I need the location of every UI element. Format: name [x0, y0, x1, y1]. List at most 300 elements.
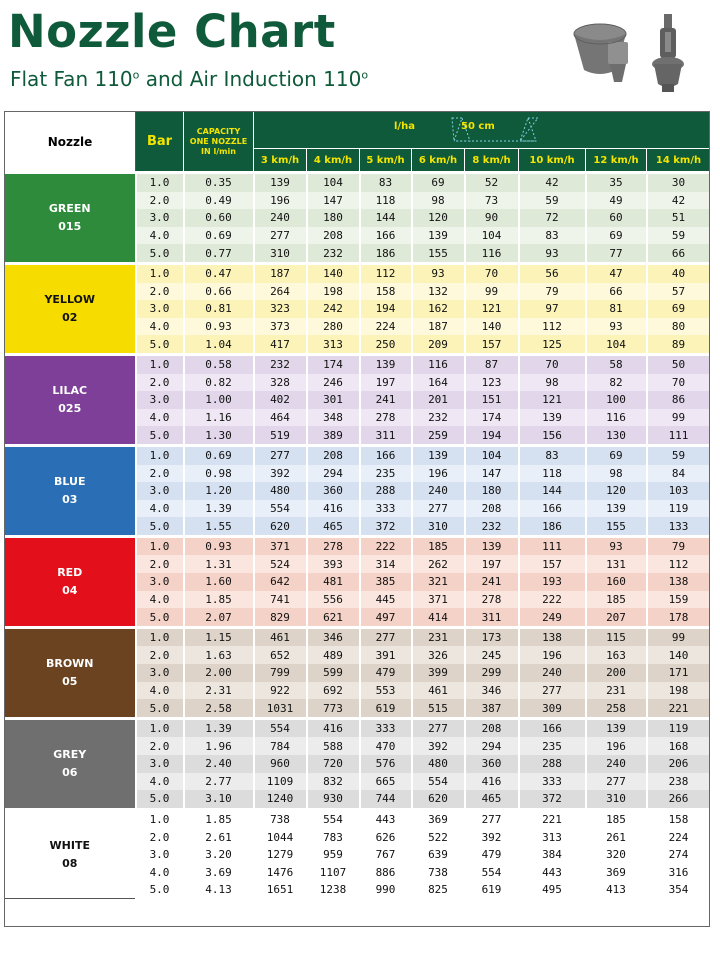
capacity-cell: 0.69: [184, 227, 254, 245]
capacity-cell: 0.69: [184, 445, 254, 464]
application-rate-cell: 372: [360, 517, 412, 536]
application-rate-cell: 118: [519, 465, 586, 483]
application-rate-cell: 120: [586, 482, 647, 500]
application-rate-cell: 465: [307, 517, 360, 536]
page-subtitle: [10, 67, 368, 91]
pressure-cell: 1.0: [136, 173, 184, 192]
application-rate-cell: 130: [586, 426, 647, 445]
pressure-cell: 3.0: [136, 664, 184, 682]
application-rate-cell: 665: [360, 773, 412, 791]
application-rate-cell: 69: [586, 445, 647, 464]
application-rate-cell: 348: [307, 409, 360, 427]
application-rate-cell: 79: [647, 536, 711, 555]
application-rate-cell: 369: [412, 809, 465, 828]
application-rate-cell: 93: [412, 263, 465, 282]
application-rate-cell: 960: [254, 755, 307, 773]
application-rate-cell: 393: [307, 555, 360, 573]
application-rate-cell: 151: [465, 391, 519, 409]
application-rate-cell: 166: [519, 500, 586, 518]
application-rate-cell: 164: [412, 374, 465, 392]
application-rate-cell: 652: [254, 646, 307, 664]
capacity-cell: 0.58: [184, 354, 254, 373]
application-rate-cell: 316: [647, 864, 711, 882]
application-rate-cell: 320: [586, 846, 647, 864]
application-rate-cell: 515: [412, 699, 465, 718]
capacity-cell: 2.07: [184, 608, 254, 627]
speed-header-8: 8 km/h: [465, 149, 519, 173]
application-rate-cell: 140: [647, 646, 711, 664]
application-rate-cell: 311: [360, 426, 412, 445]
application-rate-cell: 83: [519, 227, 586, 245]
application-rate-cell: 66: [586, 283, 647, 301]
table-row: [5, 627, 711, 646]
application-rate-cell: 59: [647, 445, 711, 464]
application-rate-cell: 196: [519, 646, 586, 664]
application-rate-cell: 264: [254, 283, 307, 301]
application-rate-cell: 642: [254, 573, 307, 591]
application-rate-cell: 619: [360, 699, 412, 718]
pressure-cell: 2.0: [136, 465, 184, 483]
application-rate-cell: 111: [519, 536, 586, 555]
application-rate-cell: 480: [412, 755, 465, 773]
application-rate-cell: 479: [465, 846, 519, 864]
capacity-cell: 0.49: [184, 192, 254, 210]
application-rate-cell: 59: [647, 227, 711, 245]
pressure-cell: 4.0: [136, 864, 184, 882]
application-rate-cell: 173: [465, 627, 519, 646]
application-rate-cell: 103: [647, 482, 711, 500]
application-rate-cell: 372: [519, 790, 586, 809]
application-rate-cell: 384: [519, 846, 586, 864]
application-rate-cell: 288: [360, 482, 412, 500]
application-rate-cell: 321: [412, 573, 465, 591]
nozzle-size-code: 04: [62, 583, 78, 597]
pressure-cell: 3.0: [136, 391, 184, 409]
capacity-cell: 1.16: [184, 409, 254, 427]
application-rate-cell: 57: [647, 283, 711, 301]
application-rate-cell: 385: [360, 573, 412, 591]
application-rate-cell: 138: [647, 573, 711, 591]
capacity-cell: 0.35: [184, 173, 254, 192]
application-rate-cell: 692: [307, 682, 360, 700]
application-rate-cell: 100: [586, 391, 647, 409]
application-rate-cell: 60: [586, 209, 647, 227]
application-rate-cell: 231: [412, 627, 465, 646]
application-rate-cell: 178: [647, 608, 711, 627]
application-rate-cell: 720: [307, 755, 360, 773]
application-rate-cell: 125: [519, 335, 586, 354]
pressure-cell: 1.0: [136, 627, 184, 646]
application-rate-cell: 116: [465, 244, 519, 263]
pressure-cell: 3.0: [136, 573, 184, 591]
pressure-cell: 2.0: [136, 283, 184, 301]
application-rate-cell: 93: [586, 318, 647, 336]
application-rate-cell: 168: [647, 737, 711, 755]
nozzle-size-code: 08: [62, 856, 78, 870]
application-rate-cell: 240: [586, 755, 647, 773]
pressure-cell: 2.0: [136, 192, 184, 210]
nozzle-size-code: 015: [58, 219, 82, 233]
application-rate-cell: 310: [254, 244, 307, 263]
application-rate-cell: 180: [307, 209, 360, 227]
application-rate-cell: 157: [519, 555, 586, 573]
capacity-cell: 1.55: [184, 517, 254, 536]
application-rate-cell: 200: [586, 664, 647, 682]
application-rate-cell: 98: [412, 192, 465, 210]
pressure-cell: 4.0: [136, 773, 184, 791]
speed-header-4: 4 km/h: [307, 149, 360, 173]
application-rate-cell: 196: [254, 192, 307, 210]
application-rate-cell: 232: [465, 517, 519, 536]
application-rate-cell: 119: [647, 718, 711, 737]
pressure-cell: 4.0: [136, 500, 184, 518]
capacity-cell: 1.85: [184, 809, 254, 828]
application-rate-cell: 123: [465, 374, 519, 392]
application-rate-cell: 825: [412, 881, 465, 899]
pressure-cell: 5.0: [136, 790, 184, 809]
application-rate-cell: 174: [307, 354, 360, 373]
capacity-cell: 2.00: [184, 664, 254, 682]
pressure-cell: 4.0: [136, 591, 184, 609]
application-rate-cell: 311: [465, 608, 519, 627]
nozzle-color-name: WHITE: [49, 838, 90, 852]
application-rate-cell: 221: [519, 809, 586, 828]
table-row: [5, 263, 711, 282]
application-rate-cell: 354: [647, 881, 711, 899]
application-rate-cell: 416: [307, 718, 360, 737]
pressure-cell: 2.0: [136, 828, 184, 846]
application-rate-cell: 373: [254, 318, 307, 336]
application-rate-cell: 314: [360, 555, 412, 573]
application-rate-cell: 464: [254, 409, 307, 427]
pressure-cell: 2.0: [136, 374, 184, 392]
application-rate-cell: 554: [412, 773, 465, 791]
pressure-cell: 1.0: [136, 445, 184, 464]
capacity-header-line-1: CAPACITY: [196, 126, 241, 136]
capacity-cell: 1.60: [184, 573, 254, 591]
application-rate-cell: 224: [360, 318, 412, 336]
application-rate-cell: 461: [254, 627, 307, 646]
application-rate-cell: 445: [360, 591, 412, 609]
application-rate-cell: 416: [307, 500, 360, 518]
nozzle-color-name: BROWN: [45, 656, 94, 670]
application-rate-cell: 480: [254, 482, 307, 500]
application-rate-cell: 333: [519, 773, 586, 791]
application-rate-cell: 278: [360, 409, 412, 427]
capacity-cell: 1.39: [184, 718, 254, 737]
application-rate-cell: 1109: [254, 773, 307, 791]
application-rate-cell: 196: [586, 737, 647, 755]
application-rate-cell: 69: [412, 173, 465, 192]
application-rate-cell: 556: [307, 591, 360, 609]
application-rate-cell: 277: [519, 682, 586, 700]
application-rate-cell: 524: [254, 555, 307, 573]
application-rate-cell: 413: [586, 881, 647, 899]
application-rate-cell: 139: [360, 354, 412, 373]
application-rate-cell: 138: [519, 627, 586, 646]
speed-header-6: 6 km/h: [412, 149, 465, 173]
application-rate-cell: 470: [360, 737, 412, 755]
lha-label: l/ha: [394, 121, 415, 132]
application-rate-cell: 399: [412, 664, 465, 682]
speed-header-3: 3 km/h: [254, 149, 307, 173]
pressure-cell: 4.0: [136, 318, 184, 336]
application-rate-cell: 104: [586, 335, 647, 354]
application-rate-cell: 310: [586, 790, 647, 809]
page-title: Nozzle Chart: [8, 5, 336, 58]
application-rate-cell: 443: [519, 864, 586, 882]
application-rate-cell: 554: [465, 864, 519, 882]
pressure-cell: 3.0: [136, 755, 184, 773]
application-rate-cell: 360: [465, 755, 519, 773]
application-rate-cell: 522: [412, 828, 465, 846]
application-rate-cell: 232: [412, 409, 465, 427]
application-rate-cell: 242: [307, 300, 360, 318]
capacity-cell: 1.04: [184, 335, 254, 354]
application-rate-cell: 414: [412, 608, 465, 627]
application-rate-cell: 70: [519, 354, 586, 373]
application-rate-cell: 104: [465, 445, 519, 464]
capacity-cell: 1.20: [184, 482, 254, 500]
application-rate-cell: 326: [412, 646, 465, 664]
application-rate-cell: 554: [254, 718, 307, 737]
capacity-cell: 0.47: [184, 263, 254, 282]
application-rate-cell: 784: [254, 737, 307, 755]
application-rate-cell: 465: [465, 790, 519, 809]
application-rate-cell: 198: [647, 682, 711, 700]
application-rate-cell: 111: [647, 426, 711, 445]
nozzle-group-cell: [5, 173, 136, 264]
application-rate-cell: 139: [254, 173, 307, 192]
application-rate-cell: 69: [647, 300, 711, 318]
application-rate-cell: 112: [360, 263, 412, 282]
application-rate-cell: 193: [519, 573, 586, 591]
application-rate-cell: 140: [465, 318, 519, 336]
application-rate-cell: 139: [465, 536, 519, 555]
application-rate-cell: 222: [360, 536, 412, 555]
application-rate-cell: 922: [254, 682, 307, 700]
nozzle-group-cell: [5, 536, 136, 627]
application-rate-cell: 93: [586, 536, 647, 555]
application-rate-cell: 346: [465, 682, 519, 700]
application-rate-cell: 221: [647, 699, 711, 718]
application-rate-cell: 990: [360, 881, 412, 899]
pressure-cell: 1.0: [136, 536, 184, 555]
capacity-cell: 1.96: [184, 737, 254, 755]
application-rate-cell: 185: [586, 809, 647, 828]
application-rate-cell: 194: [360, 300, 412, 318]
capacity-cell: 0.60: [184, 209, 254, 227]
capacity-cell: 2.77: [184, 773, 254, 791]
nozzle-color-name: LILAC: [52, 383, 88, 397]
application-rate-cell: 294: [307, 465, 360, 483]
application-rate-cell: 328: [254, 374, 307, 392]
pressure-cell: 3.0: [136, 300, 184, 318]
pressure-cell: 5.0: [136, 881, 184, 899]
application-rate-cell: 93: [519, 244, 586, 263]
capacity-cell: 0.77: [184, 244, 254, 263]
application-rate-cell: 84: [647, 465, 711, 483]
application-rate-cell: 185: [412, 536, 465, 555]
application-rate-cell: 147: [465, 465, 519, 483]
application-rate-cell: 116: [586, 409, 647, 427]
pressure-cell: 3.0: [136, 846, 184, 864]
nozzle-color-name: GREEN: [48, 201, 91, 215]
bar-column-header: Bar: [136, 112, 184, 173]
capacity-cell: 0.93: [184, 536, 254, 555]
nozzle-size-code: 02: [62, 310, 78, 324]
nozzle-size-code: 05: [62, 674, 78, 688]
capacity-cell: 2.58: [184, 699, 254, 718]
pressure-cell: 1.0: [136, 718, 184, 737]
application-rate-cell: 495: [519, 881, 586, 899]
nozzle-group-cell: [5, 354, 136, 445]
application-rate-cell: 87: [465, 354, 519, 373]
speed-header-12: 12 km/h: [586, 149, 647, 173]
capacity-cell: 1.39: [184, 500, 254, 518]
application-rate-cell: 886: [360, 864, 412, 882]
application-rate-cell: 207: [586, 608, 647, 627]
capacity-cell: 1.31: [184, 555, 254, 573]
application-rate-cell: 59: [519, 192, 586, 210]
pressure-cell: 3.0: [136, 482, 184, 500]
header-row-1: [5, 112, 711, 149]
application-rate-cell: 171: [647, 664, 711, 682]
capacity-cell: 3.69: [184, 864, 254, 882]
nozzle-group-cell: [5, 718, 136, 809]
pressure-cell: 2.0: [136, 646, 184, 664]
application-rate-cell: 479: [360, 664, 412, 682]
application-rate-cell: 70: [465, 263, 519, 282]
application-rate-cell: 277: [465, 809, 519, 828]
pressure-cell: 4.0: [136, 227, 184, 245]
pressure-cell: 5.0: [136, 244, 184, 263]
speed-header-10: 10 km/h: [519, 149, 586, 173]
capacity-header-line-2: ONE NOZZLE: [189, 136, 248, 146]
application-rate-cell: 163: [586, 646, 647, 664]
pressure-cell: 2.0: [136, 555, 184, 573]
application-rate-cell: 277: [254, 445, 307, 464]
degree-mark-2: o: [361, 68, 369, 82]
application-rate-cell: 158: [647, 809, 711, 828]
application-rate-cell: 201: [412, 391, 465, 409]
application-rate-cell: 258: [586, 699, 647, 718]
pressure-cell: 1.0: [136, 263, 184, 282]
application-rate-cell: 77: [586, 244, 647, 263]
application-rate-cell: 235: [519, 737, 586, 755]
application-rate-cell: 346: [307, 627, 360, 646]
application-rate-cell: 118: [360, 192, 412, 210]
application-rate-cell: 274: [647, 846, 711, 864]
application-rate-cell: 294: [465, 737, 519, 755]
application-rate-cell: 497: [360, 608, 412, 627]
table-row: [5, 354, 711, 373]
application-rate-cell: 773: [307, 699, 360, 718]
application-rate-cell: 112: [647, 555, 711, 573]
application-rate-cell: 481: [307, 573, 360, 591]
application-rate-cell: 155: [586, 517, 647, 536]
capacity-header-line-3: IN l/min: [201, 146, 236, 156]
application-rate-cell: 147: [307, 192, 360, 210]
application-rate-cell: 174: [465, 409, 519, 427]
application-rate-cell: 99: [647, 409, 711, 427]
application-rate-cell: 620: [412, 790, 465, 809]
application-rate-cell: 278: [465, 591, 519, 609]
application-rate-cell: 121: [465, 300, 519, 318]
nozzle-size-code: 025: [58, 401, 82, 415]
application-rate-cell: 519: [254, 426, 307, 445]
application-rate-cell: 369: [586, 864, 647, 882]
application-rate-cell: 1107: [307, 864, 360, 882]
application-rate-cell: 224: [647, 828, 711, 846]
application-rate-cell: 277: [412, 718, 465, 737]
application-rate-cell: 266: [647, 790, 711, 809]
flat-fan-nozzle-icon: [570, 12, 634, 86]
application-rate-cell: 767: [360, 846, 412, 864]
application-rate-cell: 738: [412, 864, 465, 882]
application-rate-cell: 360: [307, 482, 360, 500]
application-rate-cell: 99: [465, 283, 519, 301]
application-rate-cell: 185: [586, 591, 647, 609]
application-rate-cell: 86: [647, 391, 711, 409]
lha-group-header: [254, 112, 711, 149]
application-rate-cell: 208: [465, 718, 519, 737]
nozzle-size-code: 03: [62, 492, 78, 506]
nozzle-color-name: BLUE: [54, 474, 86, 488]
application-rate-cell: 1044: [254, 828, 307, 846]
application-rate-cell: 783: [307, 828, 360, 846]
pressure-cell: 5.0: [136, 335, 184, 354]
application-rate-cell: 1031: [254, 699, 307, 718]
nozzle-column-header: Nozzle: [5, 112, 136, 173]
application-rate-cell: 120: [412, 209, 465, 227]
application-rate-cell: 104: [307, 173, 360, 192]
application-rate-cell: 42: [647, 192, 711, 210]
application-rate-cell: 738: [254, 809, 307, 828]
application-rate-cell: 232: [307, 244, 360, 263]
application-rate-cell: 72: [519, 209, 586, 227]
application-rate-cell: 208: [307, 227, 360, 245]
capacity-cell: 2.31: [184, 682, 254, 700]
application-rate-cell: 222: [519, 591, 586, 609]
application-rate-cell: 930: [307, 790, 360, 809]
application-rate-cell: 160: [586, 573, 647, 591]
application-rate-cell: 104: [465, 227, 519, 245]
application-rate-cell: 280: [307, 318, 360, 336]
application-rate-cell: 196: [412, 465, 465, 483]
application-rate-cell: 554: [254, 500, 307, 518]
application-rate-cell: 66: [647, 244, 711, 263]
application-rate-cell: 489: [307, 646, 360, 664]
application-rate-cell: 249: [519, 608, 586, 627]
application-rate-cell: 82: [586, 374, 647, 392]
application-rate-cell: 79: [519, 283, 586, 301]
application-rate-cell: 99: [647, 627, 711, 646]
capacity-cell: 2.40: [184, 755, 254, 773]
application-rate-cell: 313: [519, 828, 586, 846]
application-rate-cell: 576: [360, 755, 412, 773]
application-rate-cell: 619: [465, 881, 519, 899]
application-rate-cell: 49: [586, 192, 647, 210]
nozzle-spacing-label: 50 cm: [461, 121, 495, 132]
application-rate-cell: 832: [307, 773, 360, 791]
capacity-cell: 1.30: [184, 426, 254, 445]
application-rate-cell: 240: [519, 664, 586, 682]
application-rate-cell: 97: [519, 300, 586, 318]
application-rate-cell: 799: [254, 664, 307, 682]
pressure-cell: 5.0: [136, 426, 184, 445]
application-rate-cell: 187: [412, 318, 465, 336]
